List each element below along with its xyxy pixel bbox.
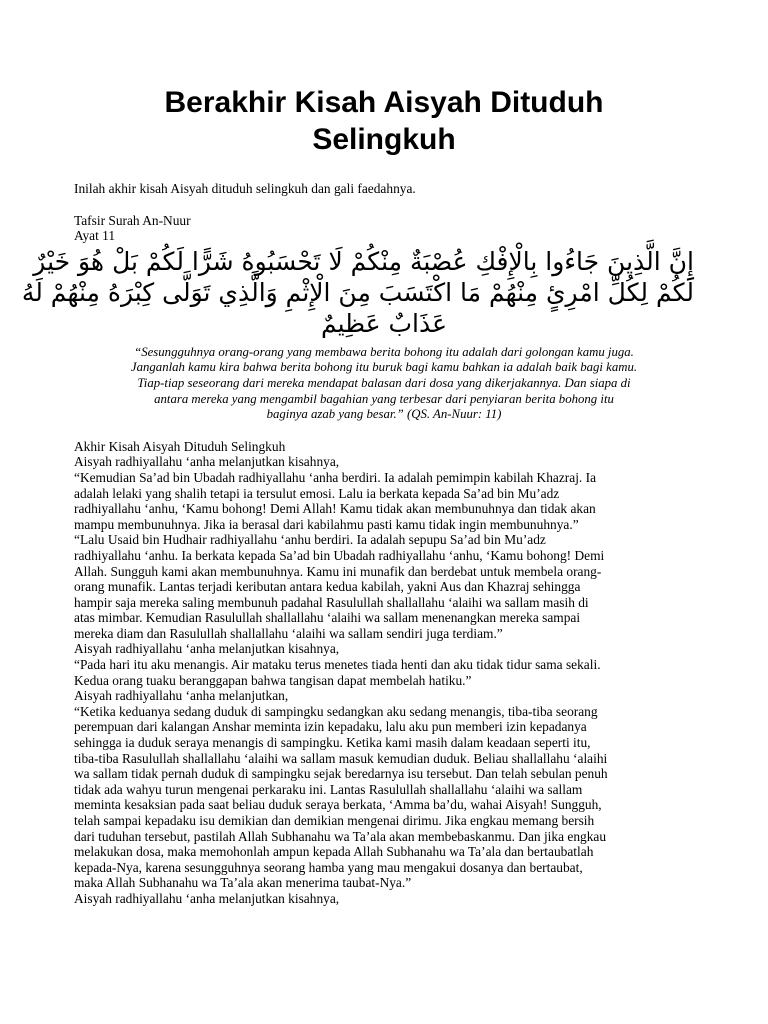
- body-line: atas mimbar. Kemudian Rasulullah shallallahu ‘alaihi wa sallam menenangkan mereka sampai: [74, 610, 581, 626]
- body-line: Kedua orang tuaku beranggapan bahwa tangisan dapat membelah hatiku.”: [74, 672, 472, 688]
- body-line: melakukan dosa, maka memohonlah ampun kepada Allah Subhanahu wa Ta’ala dan bertaubatlah: [74, 844, 594, 860]
- body-line: sehingga ia duduk seraya menangis di sampingku. Ketika kami masih dalam keadaan seperti itu,: [74, 735, 591, 751]
- intro-paragraph: Inilah akhir kisah Aisyah dituduh selingkuh dan gali faedahnya.: [74, 181, 416, 196]
- arabic-line: إِنَّ الَّذِينَ جَاءُوا بِالْإِفْكِ عُصْبَةٌ مِنْكُمْ لَا تَحْسَبُوهُ شَرًّا لَكُمْ بَلْ هُوَ خَيْرٌ: [33, 246, 694, 276]
- body-line: “Lalu Usaid bin Hudhair radhiyallahu ‘anhu berdiri. Ia adalah sepupu Sa’ad bin Mu’adz: [74, 532, 546, 548]
- source-line: Tafsir Surah An-Nuur: [74, 212, 191, 228]
- title-line: Berakhir Kisah Aisyah Dituduh: [164, 86, 604, 119]
- body-line: radhiyallahu ‘anhu, ‘Kamu bohong! Demi Allah! Kamu tidak akan membunuhnya dan tidak akan: [74, 501, 596, 517]
- body-line: telah sampai kepadaku isu demikian dan demikian mengenai dirimu. Jika engkau memang bersih: [74, 813, 595, 828]
- translation-line: baginya azab yang besar.” (QS. An-Nuur: 11): [266, 407, 502, 422]
- arabic-line: لَكُمْ لِكُلِّ امْرِئٍ مِنْهُمْ مَا اكْتَسَبَ مِنَ الْإِثْمِ وَالَّذِي تَوَلَّى كِبْرَهُ مِنْهُمْ لَهُ: [21, 277, 694, 307]
- translation-line: “Sesungguhnya orang-orang yang membawa berita bohong itu adalah dari golongan kamu juga.: [134, 344, 634, 359]
- body-line: kepada-Nya, karena sesungguhnya seorang hamba yang mau mengakui dosanya dan bertaubat,: [74, 859, 583, 875]
- body-line: “Pada hari itu aku menangis. Air mataku terus menetes tiada henti dan aku tidak tidur sama sekali.: [74, 657, 601, 673]
- body-line: orang munafik. Lantas terjadi keributan antara kedua kabilah, yakni Aus dan Khazraj sehingga: [74, 579, 581, 595]
- body-line: mereka diam dan Rasulullah shallallahu ‘alaihi wa sallam sendiri juga terdiam.”: [74, 625, 503, 641]
- verse-translation: [74, 345, 694, 423]
- arabic-verse: [21, 246, 694, 339]
- body-line: Aisyah radhiyallahu ‘anha melanjutkan kisahnya,: [74, 641, 340, 657]
- translation-line: Janganlah kamu kira bahwa berita bohong itu buruk bagi kamu bahkan ia adalah baik bagi kamu.: [130, 360, 638, 375]
- translation-line: antara mereka yang mengambil bagahian yang terbesar dari penyiaran berita bohong itu: [154, 391, 614, 406]
- body-line: meminta kesaksian pada saat beliau duduk seraya berkata, ‘Amma ba’du, wahai Aisyah! Sungguh,: [74, 797, 602, 813]
- translation-line: Tiap-tiap seseorang dari mereka mendapat balasan dari dosa yang dikerjakannya. Dan siapa di: [137, 375, 631, 390]
- document-page: [21, 0, 694, 907]
- body-line: perempuan dari kalangan Anshar meminta izin kepadaku, lalu aku pun memberi izin kepadanya: [74, 719, 587, 735]
- arabic-line: عَذَابٌ عَظِيمٌ: [320, 308, 448, 338]
- story-body: [74, 439, 694, 907]
- source-reference: [74, 213, 694, 244]
- body-line: Aisyah radhiyallahu ‘anha melanjutkan,: [74, 688, 289, 704]
- body-line: wa sallam tidak pernah duduk di sampingku sejak beredarnya isu tersebut. Dan telah sebulan penuh: [74, 766, 608, 782]
- body-line: adalah lelaki yang shalih tetapi ia tersulut emosi. Lalu ia berkata kepada Sa’ad bin Mu’adz: [74, 485, 560, 501]
- body-line: Aisyah radhiyallahu ‘anha melanjutkan kisahnya,: [74, 890, 340, 906]
- body-line: maka Allah Subhanahu wa Ta’ala akan menerima taubat-Nya.”: [74, 875, 412, 891]
- section-heading: Akhir Kisah Aisyah Dituduh Selingkuh: [74, 438, 286, 454]
- body-line: radhiyallahu ‘anhu. Ia berkata kepada Sa’ad bin Ubadah radhiyallahu ‘anhu, ‘Kamu bohong! Demi: [74, 547, 605, 563]
- title-line: Selingkuh: [312, 123, 456, 156]
- body-line: tiba-tiba Rasulullah shallallahu ‘alaihi wa sallam masuk kemudian duduk. Beliau shallallahu ‘alaihi: [74, 750, 608, 766]
- body-line: Aisyah radhiyallahu ‘anha melanjutkan kisahnya,: [74, 454, 340, 470]
- source-line: Ayat 11: [74, 228, 116, 244]
- body-line: tidak ada wahyu turun mengenai perkaraku ini. Lantas Rasulullah shallallahu ‘alaihi wa sallam: [74, 781, 583, 797]
- body-line: Allah. Sungguh kami akan membunuhnya. Kamu ini munafik dan berdebat untuk membela orang-: [74, 563, 602, 579]
- body-line: hampir saja mereka saling membunuh padahal Rasulullah shallallahu ‘alaihi wa sallam masih di: [74, 594, 589, 610]
- body-line: “Kemudian Sa’ad bin Ubadah radhiyallahu ‘anha berdiri. Ia adalah pemimpin kabilah Khazraj. Ia: [74, 469, 597, 485]
- page-title: [74, 84, 694, 158]
- body-line: “Ketika keduanya sedang duduk di sampingku sedangkan aku sedang menangis, tiba-tiba seorang: [74, 703, 598, 719]
- body-line: dari tuduhan tersebut, pastilah Allah Subhanahu wa Ta’ala akan membebaskanmu. Dan jika engkau: [74, 828, 607, 844]
- body-line: mampu membunuhnya. Jika ia berasal dari kabilahmu pasti kamu tidak ingin membunuhnya.”: [74, 516, 579, 532]
